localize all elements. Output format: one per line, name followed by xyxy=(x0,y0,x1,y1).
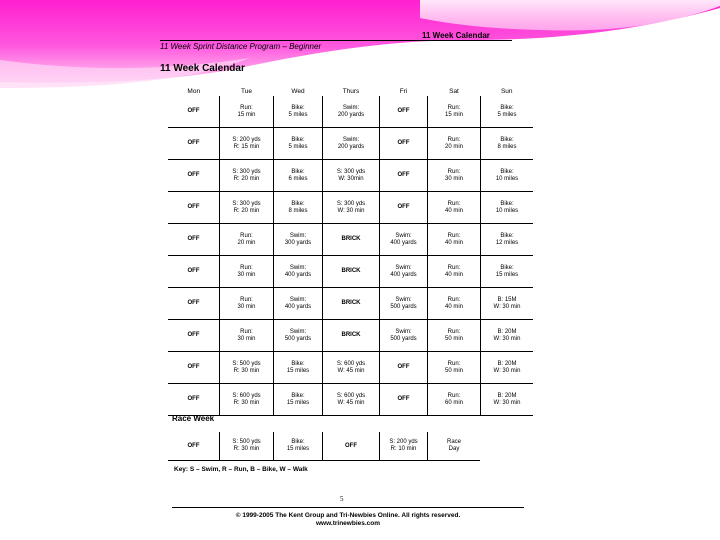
calendar-cell xyxy=(380,128,428,160)
calendar-cell xyxy=(220,128,274,160)
cell-line: Swim: xyxy=(289,232,307,239)
calendar-cell xyxy=(274,160,323,192)
cell-line: Run: xyxy=(447,200,461,207)
race-week-heading: Race Week xyxy=(172,414,215,423)
race-week-cell xyxy=(380,432,428,461)
cell-line: Swim: xyxy=(395,328,412,335)
cell-line: W: 45 min xyxy=(337,367,365,374)
week-row xyxy=(168,128,533,160)
day-header: Sun xyxy=(500,87,513,95)
cell-line: 15 min xyxy=(237,111,256,118)
cell-line: 10 miles xyxy=(495,175,519,182)
cell-line: OFF xyxy=(187,236,200,242)
cell-line: S: 200 yds xyxy=(389,439,418,445)
cell-line: 30 min xyxy=(237,303,256,310)
cell-line: S: 300 yds xyxy=(336,200,366,207)
calendar-cell xyxy=(323,128,380,160)
calendar-cell xyxy=(428,320,481,352)
calendar-cell xyxy=(481,192,534,224)
cell-line: 20 min xyxy=(444,143,463,150)
cell-line: W: 30 min xyxy=(493,367,521,374)
calendar-cell xyxy=(168,288,220,320)
calendar-cell xyxy=(220,320,274,352)
header-rule xyxy=(160,40,512,41)
race-week-cell xyxy=(323,432,380,461)
cell-line: S: 600 yds xyxy=(232,392,261,399)
calendar-cell xyxy=(274,288,323,320)
cell-line: Run: xyxy=(240,104,253,111)
race-week-cell xyxy=(274,432,323,461)
cell-line: 5 miles xyxy=(288,143,308,150)
calendar-cell xyxy=(274,384,323,416)
cell-line: W: 30 min xyxy=(493,335,521,342)
calendar-cell xyxy=(168,320,220,352)
calendar-cell xyxy=(323,192,380,224)
website-text: www.trinewbies.com xyxy=(315,520,381,527)
calendar-cell xyxy=(380,160,428,192)
calendar-cell xyxy=(323,320,380,352)
calendar-cell xyxy=(481,256,534,288)
cell-line: 500 yards xyxy=(390,303,417,310)
calendar-cell xyxy=(168,352,220,384)
calendar-cell xyxy=(481,96,534,128)
cell-line: Swim: xyxy=(342,104,360,111)
cell-line: Bike: xyxy=(500,264,514,271)
calendar-cell xyxy=(323,352,380,384)
legend-key: Key: S – Swim, R – Run, B – Bike, W – Walk xyxy=(174,466,308,473)
header-title: 11 Week Calendar xyxy=(422,31,490,40)
cell-line: 500 yards xyxy=(390,335,417,342)
cell-line: Run: xyxy=(447,392,461,399)
cell-line: W: 30 min xyxy=(337,207,365,214)
calendar-cell xyxy=(481,224,534,256)
calendar-cell xyxy=(428,96,481,128)
calendar-cell xyxy=(323,384,380,416)
cell-line: S: 300 yds xyxy=(336,168,366,175)
week-row xyxy=(168,256,533,288)
week-row xyxy=(168,352,533,384)
cell-line: Bike: xyxy=(500,104,514,111)
calendar-cell xyxy=(274,96,323,128)
week-row xyxy=(168,96,533,128)
cell-line: 40 min xyxy=(444,303,463,310)
cell-line: S: 500 yds xyxy=(232,439,261,445)
cell-line: Swim: xyxy=(395,264,412,271)
calendar-cell xyxy=(380,224,428,256)
week-row xyxy=(168,320,533,352)
cell-line: B: 15M xyxy=(497,296,517,303)
calendar-cell xyxy=(380,352,428,384)
calendar-cell xyxy=(323,224,380,256)
cell-line: W: 30 min xyxy=(493,399,521,406)
cell-line: OFF xyxy=(187,396,200,402)
day-header-row xyxy=(168,86,533,96)
training-calendar-table xyxy=(168,86,533,416)
cell-line: Run: xyxy=(447,232,461,239)
calendar-cell xyxy=(428,128,481,160)
cell-line: R: 30 min xyxy=(233,446,260,452)
cell-line: Run: xyxy=(240,264,253,271)
cell-line: Run: xyxy=(447,296,461,303)
calendar-cell xyxy=(323,288,380,320)
calendar-cell xyxy=(380,288,428,320)
cell-line: Run: xyxy=(240,296,253,303)
calendar-cell xyxy=(380,192,428,224)
cell-line: OFF xyxy=(397,108,410,114)
cell-line: 30 min xyxy=(237,335,256,342)
calendar-cell xyxy=(428,288,481,320)
calendar-cell xyxy=(428,192,481,224)
calendar-cell xyxy=(168,192,220,224)
cell-line: 50 min xyxy=(444,367,463,374)
cell-line: R: 10 min xyxy=(390,446,417,452)
cell-line: R: 20 min xyxy=(233,207,260,214)
cell-line: 12 miles xyxy=(495,239,519,246)
cell-line: BRICK xyxy=(341,300,361,306)
cell-line: Bike: xyxy=(500,232,514,239)
cell-line: Run: xyxy=(447,136,461,143)
calendar-cell xyxy=(481,128,534,160)
race-week-cell xyxy=(220,432,274,461)
cell-line: 50 min xyxy=(444,335,463,342)
day-header: Fri xyxy=(399,87,408,95)
cell-line: 60 min xyxy=(444,399,463,406)
calendar-cell xyxy=(481,352,534,384)
copyright-text: © 1999-2005 The Kent Group and Tri-Newbies Online. All rights reserved. xyxy=(235,512,461,519)
cell-line: W: 45 min xyxy=(337,399,365,406)
cell-line: Run: xyxy=(240,328,253,335)
cell-line: OFF xyxy=(187,172,200,178)
cell-line: W: 30min xyxy=(338,175,364,182)
cell-line: 8 miles xyxy=(497,143,517,150)
week-row xyxy=(168,160,533,192)
cell-line: OFF xyxy=(397,204,410,210)
race-week-table xyxy=(168,432,480,461)
cell-line: 10 miles xyxy=(495,207,519,214)
cell-line: R: 15 min xyxy=(233,143,260,150)
calendar-cell xyxy=(220,160,274,192)
cell-line: OFF xyxy=(187,204,200,210)
calendar-cell xyxy=(220,384,274,416)
calendar-cell xyxy=(481,160,534,192)
cell-line: R: 30 min xyxy=(233,399,260,406)
calendar-cell xyxy=(323,160,380,192)
cell-line: 400 yards xyxy=(284,271,312,278)
cell-line: 15 miles xyxy=(286,367,310,374)
calendar-cell xyxy=(274,352,323,384)
cell-line: Swim: xyxy=(289,264,307,271)
cell-line: OFF xyxy=(397,396,410,402)
cell-line: 400 yards xyxy=(284,303,312,310)
cell-line: Day xyxy=(448,446,460,452)
calendar-cell xyxy=(428,256,481,288)
cell-line: 500 yards xyxy=(284,335,312,342)
calendar-cell xyxy=(274,128,323,160)
week-row xyxy=(168,288,533,320)
cell-line: Run: xyxy=(447,104,461,111)
cell-line: Run: xyxy=(240,232,253,239)
cell-line: 15 miles xyxy=(286,399,310,406)
cell-line: OFF xyxy=(187,268,200,274)
calendar-cell xyxy=(220,224,274,256)
day-header: Wed xyxy=(291,87,305,95)
day-header: Thurs xyxy=(342,87,360,95)
cell-line: 200 yards xyxy=(337,111,365,118)
cell-line: Bike: xyxy=(500,136,514,143)
program-subtitle: 11 Week Sprint Distance Program – Beginner xyxy=(160,42,322,51)
cell-line: OFF xyxy=(187,108,200,114)
page-number: 5 xyxy=(340,495,344,503)
cell-line: Bike: xyxy=(291,136,305,143)
cell-line: B: 20M xyxy=(497,392,517,399)
week-row xyxy=(168,384,533,416)
cell-line: Bike: xyxy=(500,168,514,175)
calendar-cell xyxy=(428,384,481,416)
cell-line: 300 yards xyxy=(284,239,312,246)
cell-line: Swim: xyxy=(342,136,360,143)
cell-line: 40 min xyxy=(444,239,463,246)
race-week-cell xyxy=(428,432,481,461)
calendar-cell xyxy=(481,320,534,352)
cell-line: Run: xyxy=(447,168,461,175)
cell-line: Swim: xyxy=(395,296,412,303)
week-row xyxy=(168,192,533,224)
cell-line: OFF xyxy=(397,364,410,370)
calendar-cell xyxy=(168,96,220,128)
calendar-cell xyxy=(220,96,274,128)
cell-line: S: 600 yds xyxy=(336,360,366,367)
cell-line: Bike: xyxy=(291,392,305,399)
calendar-cell xyxy=(481,288,534,320)
calendar-cell xyxy=(168,384,220,416)
cell-line: Bike: xyxy=(291,360,305,367)
cell-line: Bike: xyxy=(500,200,514,207)
cell-line: 15 miles xyxy=(286,446,310,452)
calendar-cell xyxy=(168,128,220,160)
cell-line: 20 min xyxy=(237,239,256,246)
week-row xyxy=(168,224,533,256)
cell-line: 200 yards xyxy=(337,143,365,150)
cell-line: R: 20 min xyxy=(233,175,260,182)
cell-line: OFF xyxy=(397,140,410,146)
race-week-cell xyxy=(168,432,220,461)
cell-line: OFF xyxy=(345,442,357,449)
calendar-cell xyxy=(428,160,481,192)
calendar-cell xyxy=(380,96,428,128)
calendar-cell xyxy=(220,256,274,288)
calendar-cell xyxy=(274,320,323,352)
cell-line: 15 min xyxy=(444,111,463,118)
calendar-cell xyxy=(168,160,220,192)
cell-line: Bike: xyxy=(291,168,305,175)
day-header: Tue xyxy=(241,87,252,95)
cell-line: Run: xyxy=(447,328,461,335)
calendar-cell xyxy=(274,224,323,256)
cell-line: 6 miles xyxy=(288,175,308,182)
cell-line: 5 miles xyxy=(497,111,517,118)
cell-line: Run: xyxy=(447,264,461,271)
calendar-cell xyxy=(220,352,274,384)
cell-line: 5 miles xyxy=(288,111,308,118)
cell-line: 30 min xyxy=(237,271,256,278)
cell-line: Bike: xyxy=(291,439,305,445)
cell-line: BRICK xyxy=(341,236,361,242)
cell-line: Race xyxy=(446,439,461,445)
calendar-cell xyxy=(380,320,428,352)
calendar-cell xyxy=(323,96,380,128)
footer-rule xyxy=(172,507,524,508)
cell-line: Swim: xyxy=(395,232,412,239)
cell-line: 400 yards xyxy=(390,239,417,246)
calendar-cell xyxy=(380,384,428,416)
cell-line: S: 300 yds xyxy=(232,168,261,175)
calendar-cell xyxy=(220,192,274,224)
calendar-cell xyxy=(274,192,323,224)
cell-line: Bike: xyxy=(291,200,305,207)
copyright-block xyxy=(160,512,536,528)
cell-line: OFF xyxy=(187,364,200,370)
cell-line: S: 600 yds xyxy=(336,392,366,399)
cell-line: 400 yards xyxy=(390,271,417,278)
cell-line: OFF xyxy=(187,140,200,146)
cell-line: S: 500 yds xyxy=(232,360,261,367)
cell-line: B: 20M xyxy=(497,360,517,367)
cell-line: 40 min xyxy=(444,207,463,214)
cell-line: Swim: xyxy=(289,328,307,335)
calendar-cell xyxy=(428,352,481,384)
calendar-cell xyxy=(274,256,323,288)
cell-line: BRICK xyxy=(341,332,361,338)
cell-line: OFF xyxy=(187,442,200,449)
cell-line: W: 30 min xyxy=(493,303,521,310)
cell-line: S: 300 yds xyxy=(232,200,261,207)
day-header: Mon xyxy=(187,87,201,95)
day-header: Sat xyxy=(449,87,459,95)
calendar-cell xyxy=(168,256,220,288)
cell-line: B: 20M xyxy=(497,328,517,335)
cell-line: 40 min xyxy=(444,271,463,278)
cell-line: 30 min xyxy=(444,175,463,182)
cell-line: BRICK xyxy=(341,268,361,274)
cell-line: 15 miles xyxy=(495,271,519,278)
calendar-cell xyxy=(481,384,534,416)
cell-line: S: 200 yds xyxy=(232,136,261,143)
calendar-cell xyxy=(428,224,481,256)
cell-line: 8 miles xyxy=(288,207,308,214)
cell-line: OFF xyxy=(397,172,410,178)
cell-line: R: 30 min xyxy=(233,367,260,374)
cell-line: Bike: xyxy=(291,104,305,111)
race-week-row xyxy=(168,432,480,461)
cell-line: OFF xyxy=(187,332,200,338)
cell-line: Run: xyxy=(447,360,461,367)
calendar-cell xyxy=(380,256,428,288)
calendar-heading: 11 Week Calendar xyxy=(160,63,245,74)
cell-line: Swim: xyxy=(289,296,307,303)
calendar-cell xyxy=(168,224,220,256)
cell-line: OFF xyxy=(187,300,200,306)
calendar-cell xyxy=(323,256,380,288)
calendar-cell xyxy=(220,288,274,320)
